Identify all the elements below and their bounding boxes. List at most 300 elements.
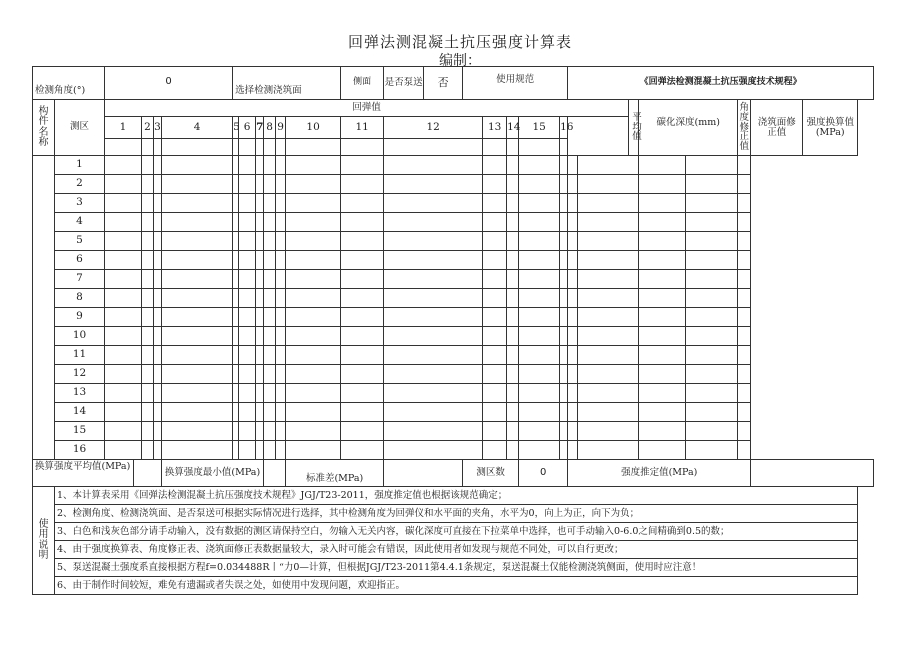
result-cell — [686, 403, 738, 422]
reading-col-4: 4 — [162, 117, 233, 139]
rebound-reading-cell[interactable] — [162, 308, 233, 327]
rebound-reading-cell[interactable] — [256, 156, 264, 175]
rebound-reading-cell[interactable] — [105, 213, 142, 232]
zone-number: 9 — [55, 308, 105, 327]
rebound-reading-cell[interactable] — [341, 308, 384, 327]
rebound-reading-cell[interactable] — [256, 251, 264, 270]
rebound-reading-cell[interactable] — [384, 403, 483, 422]
result-cell — [738, 384, 751, 403]
rebound-reading-cell[interactable] — [256, 175, 264, 194]
rebound-reading-cell[interactable] — [162, 194, 233, 213]
rebound-reading-cell[interactable] — [256, 346, 264, 365]
rebound-reading-cell[interactable] — [276, 441, 286, 460]
rebound-reading-cell[interactable] — [286, 175, 341, 194]
author-line: 编制： — [439, 53, 481, 69]
rebound-reading-cell[interactable] — [384, 213, 483, 232]
rebound-reading-cell[interactable] — [142, 289, 154, 308]
rebound-reading-cell[interactable] — [264, 175, 276, 194]
rebound-reading-cell[interactable] — [239, 308, 256, 327]
rebound-reading-cell[interactable] — [239, 213, 256, 232]
rebound-reading-cell[interactable] — [154, 346, 162, 365]
rebound-reading-cell[interactable] — [162, 441, 233, 460]
rebound-reading-cell[interactable] — [507, 422, 519, 441]
rebound-reading-cell[interactable] — [154, 441, 162, 460]
rebound-reading-cell[interactable] — [507, 308, 519, 327]
rebound-reading-cell[interactable] — [142, 232, 154, 251]
result-cell[interactable] — [578, 270, 639, 289]
rebound-reading-cell[interactable] — [142, 213, 154, 232]
rebound-reading-cell[interactable] — [256, 384, 264, 403]
rebound-reading-cell[interactable] — [560, 232, 568, 251]
result-cell — [738, 289, 751, 308]
result-cell[interactable] — [578, 346, 639, 365]
result-cell[interactable] — [578, 175, 639, 194]
pump-select[interactable]: 否 — [424, 67, 463, 100]
rebound-reading-cell[interactable] — [264, 270, 276, 289]
rebound-reading-cell[interactable] — [105, 441, 142, 460]
result-cell[interactable] — [578, 251, 639, 270]
rebound-reading-cell[interactable] — [286, 232, 341, 251]
rebound-reading-cell[interactable] — [264, 156, 276, 175]
zone-number: 11 — [55, 346, 105, 365]
result-cell — [639, 156, 686, 175]
rebound-reading-cell[interactable] — [341, 441, 384, 460]
rebound-reading-cell[interactable] — [483, 441, 507, 460]
rebound-reading-cell[interactable] — [264, 251, 276, 270]
rebound-reading-cell[interactable] — [286, 270, 341, 289]
rebound-reading-cell[interactable] — [519, 422, 560, 441]
rebound-reading-cell[interactable] — [105, 308, 142, 327]
rebound-reading-cell[interactable] — [286, 346, 341, 365]
rebound-reading-cell[interactable] — [483, 422, 507, 441]
result-cell — [639, 289, 686, 308]
result-cell — [639, 346, 686, 365]
rebound-reading-cell[interactable] — [519, 403, 560, 422]
rebound-reading-cell[interactable] — [264, 441, 276, 460]
rebound-reading-cell[interactable] — [384, 384, 483, 403]
result-cell — [686, 232, 738, 251]
rebound-reading-cell[interactable] — [507, 194, 519, 213]
rebound-reading-cell[interactable] — [239, 422, 256, 441]
rebound-reading-cell[interactable] — [286, 441, 341, 460]
rebound-reading-cell[interactable] — [341, 422, 384, 441]
rebound-reading-cell[interactable] — [105, 384, 142, 403]
rebound-reading-cell[interactable] — [264, 422, 276, 441]
rebound-reading-cell[interactable] — [264, 346, 276, 365]
rebound-reading-cell[interactable] — [256, 289, 264, 308]
rebound-reading-cell[interactable] — [256, 232, 264, 251]
rebound-reading-cell[interactable] — [142, 403, 154, 422]
rebound-reading-cell[interactable] — [276, 289, 286, 308]
rebound-reading-cell[interactable] — [264, 384, 276, 403]
reading-col-13: 13 — [483, 117, 507, 139]
result-cell — [639, 175, 686, 194]
rebound-reading-cell[interactable] — [162, 403, 233, 422]
member-name-cell[interactable] — [33, 156, 55, 460]
rebound-reading-cell[interactable] — [286, 308, 341, 327]
rebound-reading-cell[interactable] — [142, 384, 154, 403]
note-3: 3、白色和浅灰色部分请手动输入，没有数据的测区请保持空白，勿输入无关内容，碳化深度可直接在下拉菜单中选择，也可手动输入0-6.0之间精确到0.5的数； — [55, 523, 858, 541]
rebound-reading-cell[interactable] — [239, 270, 256, 289]
result-cell[interactable] — [578, 308, 639, 327]
rebound-reading-cell[interactable] — [162, 232, 233, 251]
result-cell — [568, 403, 578, 422]
rebound-reading-cell[interactable] — [142, 156, 154, 175]
result-cell — [738, 441, 751, 460]
rebound-reading-cell[interactable] — [154, 194, 162, 213]
rebound-reading-cell[interactable] — [560, 327, 568, 346]
rebound-reading-cell[interactable] — [286, 327, 341, 346]
rebound-reading-cell[interactable] — [286, 289, 341, 308]
rebound-reading-cell[interactable] — [154, 365, 162, 384]
rebound-reading-cell[interactable] — [276, 327, 286, 346]
rebound-reading-cell[interactable] — [239, 251, 256, 270]
rebound-reading-cell[interactable] — [264, 194, 276, 213]
rebound-reading-cell[interactable] — [162, 175, 233, 194]
rebound-reading-cell[interactable] — [507, 403, 519, 422]
result-cell — [686, 308, 738, 327]
rebound-reading-cell[interactable] — [507, 327, 519, 346]
rebound-reading-cell[interactable] — [507, 213, 519, 232]
rebound-reading-cell[interactable] — [384, 175, 483, 194]
result-cell[interactable] — [578, 327, 639, 346]
result-cell — [738, 422, 751, 441]
rebound-reading-cell[interactable] — [256, 213, 264, 232]
rebound-reading-cell[interactable] — [276, 194, 286, 213]
rebound-reading-cell[interactable] — [519, 346, 560, 365]
rebound-reading-cell[interactable] — [276, 213, 286, 232]
rebound-reading-cell[interactable] — [560, 441, 568, 460]
rebound-reading-cell[interactable] — [276, 422, 286, 441]
rebound-reading-cell[interactable] — [142, 346, 154, 365]
rebound-reading-cell[interactable] — [154, 213, 162, 232]
rebound-reading-cell[interactable] — [105, 346, 142, 365]
zone-row — [33, 327, 874, 346]
rebound-reading-cell[interactable] — [341, 251, 384, 270]
reading-col-7: 7 — [256, 117, 264, 139]
rebound-reading-cell[interactable] — [276, 232, 286, 251]
rebound-reading-cell[interactable] — [519, 365, 560, 384]
rebound-reading-cell[interactable] — [105, 403, 142, 422]
rebound-reading-cell[interactable] — [154, 327, 162, 346]
surface-select[interactable]: 侧面 — [341, 67, 384, 100]
rebound-reading-cell[interactable] — [507, 175, 519, 194]
rebound-reading-cell[interactable] — [276, 175, 286, 194]
rebound-reading-cell[interactable] — [239, 441, 256, 460]
rebound-reading-cell[interactable] — [162, 327, 233, 346]
rebound-reading-cell[interactable] — [142, 175, 154, 194]
rebound-reading-cell[interactable] — [162, 213, 233, 232]
zone-number: 12 — [55, 365, 105, 384]
rebound-reading-cell[interactable] — [507, 270, 519, 289]
result-cell — [568, 213, 578, 232]
rebound-reading-cell[interactable] — [384, 156, 483, 175]
result-cell — [738, 194, 751, 213]
rebound-reading-cell[interactable] — [264, 308, 276, 327]
rebound-reading-cell[interactable] — [507, 251, 519, 270]
result-cell — [738, 327, 751, 346]
rebound-reading-cell[interactable] — [142, 441, 154, 460]
rebound-reading-cell[interactable] — [560, 289, 568, 308]
rebound-reading-cell[interactable] — [560, 270, 568, 289]
rebound-reading-cell[interactable] — [286, 403, 341, 422]
rebound-reading-cell[interactable] — [256, 194, 264, 213]
rebound-reading-cell[interactable] — [154, 384, 162, 403]
rebound-reading-cell[interactable] — [507, 441, 519, 460]
rebound-reading-cell[interactable] — [105, 251, 142, 270]
rebound-reading-cell[interactable] — [239, 194, 256, 213]
rebound-reading-cell[interactable] — [519, 384, 560, 403]
rebound-reading-cell[interactable] — [264, 365, 276, 384]
rebound-reading-cell[interactable] — [384, 289, 483, 308]
rebound-reading-cell[interactable] — [276, 384, 286, 403]
rebound-reading-cell[interactable] — [264, 213, 276, 232]
rebound-reading-cell[interactable] — [154, 175, 162, 194]
rebound-reading-cell[interactable] — [162, 289, 233, 308]
rebound-reading-cell[interactable] — [154, 232, 162, 251]
rebound-reading-cell[interactable] — [507, 156, 519, 175]
rebound-reading-cell[interactable] — [560, 194, 568, 213]
result-cell — [639, 232, 686, 251]
rebound-reading-cell[interactable] — [276, 251, 286, 270]
rebound-reading-cell[interactable] — [341, 289, 384, 308]
rebound-reading-cell[interactable] — [264, 232, 276, 251]
rebound-reading-cell[interactable] — [384, 365, 483, 384]
rebound-reading-cell[interactable] — [162, 346, 233, 365]
member-name-header: 构件名称 — [33, 100, 55, 156]
rebound-reading-cell[interactable] — [519, 251, 560, 270]
rebound-reading-cell[interactable] — [519, 289, 560, 308]
rebound-reading-cell[interactable] — [384, 270, 483, 289]
rebound-reading-cell[interactable] — [286, 365, 341, 384]
note-1: 1、本计算表采用《回弹法检测混凝土抗压强度技术规程》JGJ/T23-2011，强度推定值也根据该规范确定； — [55, 487, 858, 505]
rebound-reading-cell[interactable] — [239, 175, 256, 194]
rebound-reading-cell[interactable] — [154, 270, 162, 289]
rebound-reading-cell[interactable] — [239, 289, 256, 308]
result-cell — [686, 384, 738, 403]
result-cell[interactable] — [578, 441, 639, 460]
rebound-reading-cell[interactable] — [341, 156, 384, 175]
result-cell[interactable] — [578, 422, 639, 441]
rebound-reading-cell[interactable] — [384, 422, 483, 441]
rebound-reading-cell[interactable] — [483, 346, 507, 365]
note-6: 6、由于制作时间较短，难免有遗漏或者失误之处，如使用中发现问题，欢迎指正。 — [55, 577, 858, 595]
rebound-reading-cell[interactable] — [384, 327, 483, 346]
rebound-reading-cell[interactable] — [162, 365, 233, 384]
result-cell — [738, 270, 751, 289]
rebound-reading-cell[interactable] — [105, 289, 142, 308]
rebound-reading-cell[interactable] — [154, 403, 162, 422]
estimated-strength-label: 强度推定值(MPa) — [568, 460, 751, 487]
rebound-reading-cell[interactable] — [154, 251, 162, 270]
rebound-reading-cell[interactable] — [560, 175, 568, 194]
rebound-reading-cell[interactable] — [142, 365, 154, 384]
rebound-reading-cell[interactable] — [105, 175, 142, 194]
rebound-reading-cell[interactable] — [264, 327, 276, 346]
result-cell — [738, 251, 751, 270]
reading-col-11: 11 — [341, 117, 384, 139]
rebound-reading-cell[interactable] — [105, 156, 142, 175]
spec-select[interactable]: 《回弹法检测混凝土抗压强度技术规程》 — [568, 67, 874, 100]
rebound-reading-cell[interactable] — [483, 327, 507, 346]
rebound-reading-cell[interactable] — [239, 384, 256, 403]
result-cell[interactable] — [578, 156, 639, 175]
rebound-reading-cell[interactable] — [483, 384, 507, 403]
rebound-reading-cell[interactable] — [142, 251, 154, 270]
rebound-reading-cell[interactable] — [341, 327, 384, 346]
rebound-reading-cell[interactable] — [286, 194, 341, 213]
result-cell[interactable] — [578, 365, 639, 384]
rebound-reading-cell[interactable] — [560, 422, 568, 441]
rebound-reading-cell[interactable] — [560, 308, 568, 327]
rebound-reading-cell[interactable] — [519, 232, 560, 251]
rebound-reading-cell[interactable] — [276, 365, 286, 384]
rebound-reading-cell[interactable] — [239, 156, 256, 175]
reading-col-1: 1 — [105, 117, 142, 139]
rebound-reading-cell[interactable] — [483, 270, 507, 289]
rebound-reading-cell[interactable] — [341, 270, 384, 289]
rebound-reading-cell[interactable] — [483, 365, 507, 384]
rebound-reading-cell[interactable] — [483, 289, 507, 308]
rebound-reading-cell[interactable] — [560, 403, 568, 422]
rebound-reading-cell[interactable] — [142, 422, 154, 441]
result-cell[interactable] — [578, 289, 639, 308]
rebound-reading-cell[interactable] — [276, 156, 286, 175]
rebound-reading-cell[interactable] — [560, 365, 568, 384]
rebound-reading-cell[interactable] — [341, 365, 384, 384]
rebound-reading-cell[interactable] — [341, 213, 384, 232]
rebound-reading-cell[interactable] — [519, 270, 560, 289]
rebound-reading-cell[interactable] — [286, 422, 341, 441]
rebound-reading-cell[interactable] — [154, 308, 162, 327]
rebound-reading-cell[interactable] — [256, 441, 264, 460]
rebound-reading-cell[interactable] — [560, 251, 568, 270]
rebound-reading-cell[interactable] — [519, 327, 560, 346]
rebound-reading-cell[interactable] — [256, 308, 264, 327]
rebound-reading-cell[interactable] — [286, 251, 341, 270]
rebound-reading-cell[interactable] — [384, 308, 483, 327]
rebound-reading-cell[interactable] — [507, 346, 519, 365]
rebound-reading-cell[interactable] — [483, 175, 507, 194]
rebound-reading-cell[interactable] — [256, 422, 264, 441]
rebound-reading-cell[interactable] — [142, 327, 154, 346]
rebound-reading-cell[interactable] — [341, 232, 384, 251]
result-cell — [568, 308, 578, 327]
rebound-reading-cell[interactable] — [560, 346, 568, 365]
result-cell[interactable] — [578, 232, 639, 251]
rebound-reading-cell[interactable] — [142, 270, 154, 289]
result-cell — [568, 327, 578, 346]
rebound-reading-cell[interactable] — [560, 213, 568, 232]
rebound-reading-cell[interactable] — [154, 289, 162, 308]
result-cell[interactable] — [578, 213, 639, 232]
rebound-reading-cell[interactable] — [507, 384, 519, 403]
rebound-reading-cell[interactable] — [341, 346, 384, 365]
rebound-reading-cell[interactable] — [105, 194, 142, 213]
rebound-reading-cell[interactable] — [276, 346, 286, 365]
rebound-reading-cell[interactable] — [162, 156, 233, 175]
rebound-reading-cell[interactable] — [264, 289, 276, 308]
rebound-reading-cell[interactable] — [483, 194, 507, 213]
rebound-reading-cell[interactable] — [239, 346, 256, 365]
rebound-reading-cell[interactable] — [239, 327, 256, 346]
rebound-reading-cell[interactable] — [384, 251, 483, 270]
reading-col-14: 14 — [507, 117, 519, 139]
rebound-reading-cell[interactable] — [105, 232, 142, 251]
rebound-reading-cell[interactable] — [483, 213, 507, 232]
rebound-reading-cell[interactable] — [162, 270, 233, 289]
rebound-reading-cell[interactable] — [162, 251, 233, 270]
rebound-reading-cell[interactable] — [276, 308, 286, 327]
rebound-reading-cell[interactable] — [519, 194, 560, 213]
rebound-reading-cell[interactable] — [384, 441, 483, 460]
rebound-reading-cell[interactable] — [256, 327, 264, 346]
angle-input[interactable]: 0 — [105, 67, 233, 100]
rebound-reading-cell[interactable] — [286, 213, 341, 232]
rebound-reading-cell[interactable] — [483, 308, 507, 327]
rebound-reading-cell[interactable] — [341, 175, 384, 194]
rebound-reading-cell[interactable] — [483, 232, 507, 251]
rebound-reading-cell[interactable] — [519, 308, 560, 327]
rebound-reading-cell[interactable] — [560, 384, 568, 403]
rebound-reading-cell[interactable] — [256, 403, 264, 422]
rebound-reading-cell[interactable] — [384, 346, 483, 365]
rebound-reading-cell[interactable] — [286, 156, 341, 175]
rebound-reading-cell[interactable] — [276, 403, 286, 422]
rebound-reading-cell[interactable] — [239, 365, 256, 384]
rebound-reading-cell[interactable] — [519, 213, 560, 232]
rebound-reading-cell[interactable] — [341, 384, 384, 403]
rebound-reading-cell[interactable] — [142, 308, 154, 327]
rebound-reading-cell[interactable] — [276, 270, 286, 289]
rebound-reading-cell[interactable] — [286, 384, 341, 403]
rebound-reading-cell[interactable] — [256, 270, 264, 289]
rebound-reading-cell[interactable] — [264, 403, 276, 422]
rebound-reading-cell[interactable] — [154, 422, 162, 441]
rebound-reading-cell[interactable] — [507, 232, 519, 251]
rebound-reading-cell[interactable] — [162, 384, 233, 403]
rebound-reading-cell[interactable] — [519, 175, 560, 194]
result-cell[interactable] — [578, 194, 639, 213]
rebound-reading-cell[interactable] — [341, 194, 384, 213]
rebound-reading-cell[interactable] — [560, 156, 568, 175]
rebound-reading-cell[interactable] — [105, 422, 142, 441]
rebound-reading-cell[interactable] — [154, 156, 162, 175]
rebound-reading-cell[interactable] — [483, 251, 507, 270]
rebound-reading-cell[interactable] — [256, 365, 264, 384]
rebound-reading-cell[interactable] — [142, 194, 154, 213]
rebound-reading-cell[interactable] — [507, 289, 519, 308]
rebound-reading-cell[interactable] — [519, 156, 560, 175]
rebound-reading-cell[interactable] — [483, 156, 507, 175]
reading-col-6: 6 — [239, 117, 256, 139]
rebound-reading-cell[interactable] — [384, 232, 483, 251]
rebound-reading-cell[interactable] — [105, 327, 142, 346]
rebound-reading-cell[interactable] — [162, 422, 233, 441]
rebound-reading-cell[interactable] — [239, 232, 256, 251]
reading-col-3: 3 — [154, 117, 162, 139]
rebound-reading-cell[interactable] — [384, 194, 483, 213]
rebound-reading-cell[interactable] — [341, 403, 384, 422]
result-cell[interactable] — [578, 403, 639, 422]
rebound-reading-cell[interactable] — [239, 403, 256, 422]
rebound-reading-cell[interactable] — [507, 365, 519, 384]
rebound-reading-cell[interactable] — [519, 441, 560, 460]
result-cell[interactable] — [578, 384, 639, 403]
rebound-reading-cell[interactable] — [483, 403, 507, 422]
rebound-reading-cell[interactable] — [105, 270, 142, 289]
rebound-reading-cell[interactable] — [105, 365, 142, 384]
